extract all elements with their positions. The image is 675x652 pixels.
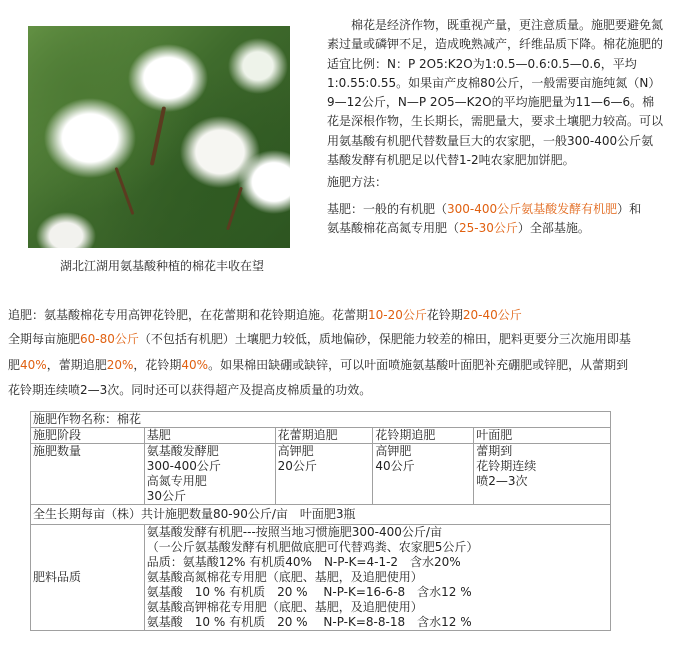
table-title: 施肥作物名称：棉花 — [31, 412, 611, 428]
qty-cell-base: 氨基酸发酵肥 300-400公斤 高氮专用肥 30公斤 — [144, 444, 275, 505]
stage-cell: 基肥 — [144, 428, 275, 444]
total-row: 全生长期每亩（株）共计施肥数量80-90公斤/亩 叶面肥3瓶 — [31, 505, 611, 525]
photo-caption: 湖北江湖用氨基酸种植的棉花丰收在望 — [60, 259, 265, 273]
qty-cell-foliar: 蕾期到 花铃期连续 喷2—3次 — [474, 444, 611, 505]
method-title: 施肥方法： — [327, 175, 388, 190]
top-dress-line-1: 追肥：氨基酸棉花专用高钾花铃肥，在花蕾期和花铃期追施。花蕾期10-20公斤花铃期20-40公斤 — [8, 308, 522, 322]
table-row — [31, 525, 611, 631]
quality-cell: 氨基酸发酵有机肥---按照当地习惯施肥300-400公斤/亩 （一公斤氨基酸发酵有机肥做底肥可代替鸡粪、农家肥5公斤） 品质：氨基酸12% 有机质40% N-P-K=4-1-2 含水20% 氨基酸高氮棉花专用肥（底肥、基肥，及追肥使用） 氨基酸 10 % 有机质 20 % N-P-K=16-6-8 含水12 % 氨基酸高钾棉花专用肥（底肥、基肥，及追肥使用） 氨基酸 10 % 有机质 20 % N-P-K=8-8-18 含水12 % — [144, 525, 610, 631]
stage-cell: 花铃期追肥 — [373, 428, 474, 444]
table-row — [31, 505, 611, 525]
top-dress-line-2: 全期每亩施肥60-80公斤（不包括有机肥）土壤肥力较低，质地偏砂，保肥能力较差的棉田，肥料更要分三次施用即基 — [8, 332, 631, 346]
table-row — [31, 428, 611, 444]
table-row — [31, 444, 611, 505]
top-dress-line-4: 花铃期连续喷2—3次。同时还可以获得超产及提高皮棉质量的功效。 — [8, 383, 372, 397]
base-fert-text: 基肥：一般的有机肥（300-400公斤氨基酸发酵有机肥）和 氨基酸棉花高氮专用肥（25-30公斤）全部基施。 — [327, 201, 642, 235]
quality-label: 肥料品质 — [31, 525, 145, 631]
table-row — [31, 412, 611, 428]
stage-label: 施肥阶段 — [31, 428, 145, 444]
qty-label: 施肥数量 — [31, 444, 145, 505]
intro-paragraph: 棉花是经济作物，既重视产量，更注意质量。施肥要避免氮素过量或磷钾不足，造成晚熟减产，纤维品质下降。棉花施肥的适宜比例：N：P 2O5:K2O为1:0.5—0.6:0.5—0.6，平均1:0.55:0.55。如果亩产皮棉80公斤，一般需要亩施纯氮（N）9—12公斤，N—P 2O5—K2O的平均施肥量为11—6—6。棉花是深根作物，生长期长，需肥量大，要求土壤肥力较高。可以用氨基酸有机肥代替数量巨大的农家肥，一般300-400公斤氨基酸发酵有机肥足以代替1-2吨农家肥加饼肥。 — [327, 18, 664, 168]
stage-cell: 花蕾期追肥 — [275, 428, 373, 444]
cotton-photo — [28, 26, 290, 248]
intro-text — [327, 16, 663, 238]
stage-cell: 叶面肥 — [474, 428, 611, 444]
qty-cell-bud: 高钾肥 20公斤 — [275, 444, 373, 505]
top-dress-line-3: 肥40%，蕾期追肥20%，花铃期40%。如果棉田缺硼或缺锌，可以叶面喷施氨基酸叶面肥补充硼肥或锌肥，从蕾期到 — [8, 358, 629, 372]
fertilizer-table — [30, 411, 611, 631]
qty-cell-boll: 高钾肥 40公斤 — [373, 444, 474, 505]
